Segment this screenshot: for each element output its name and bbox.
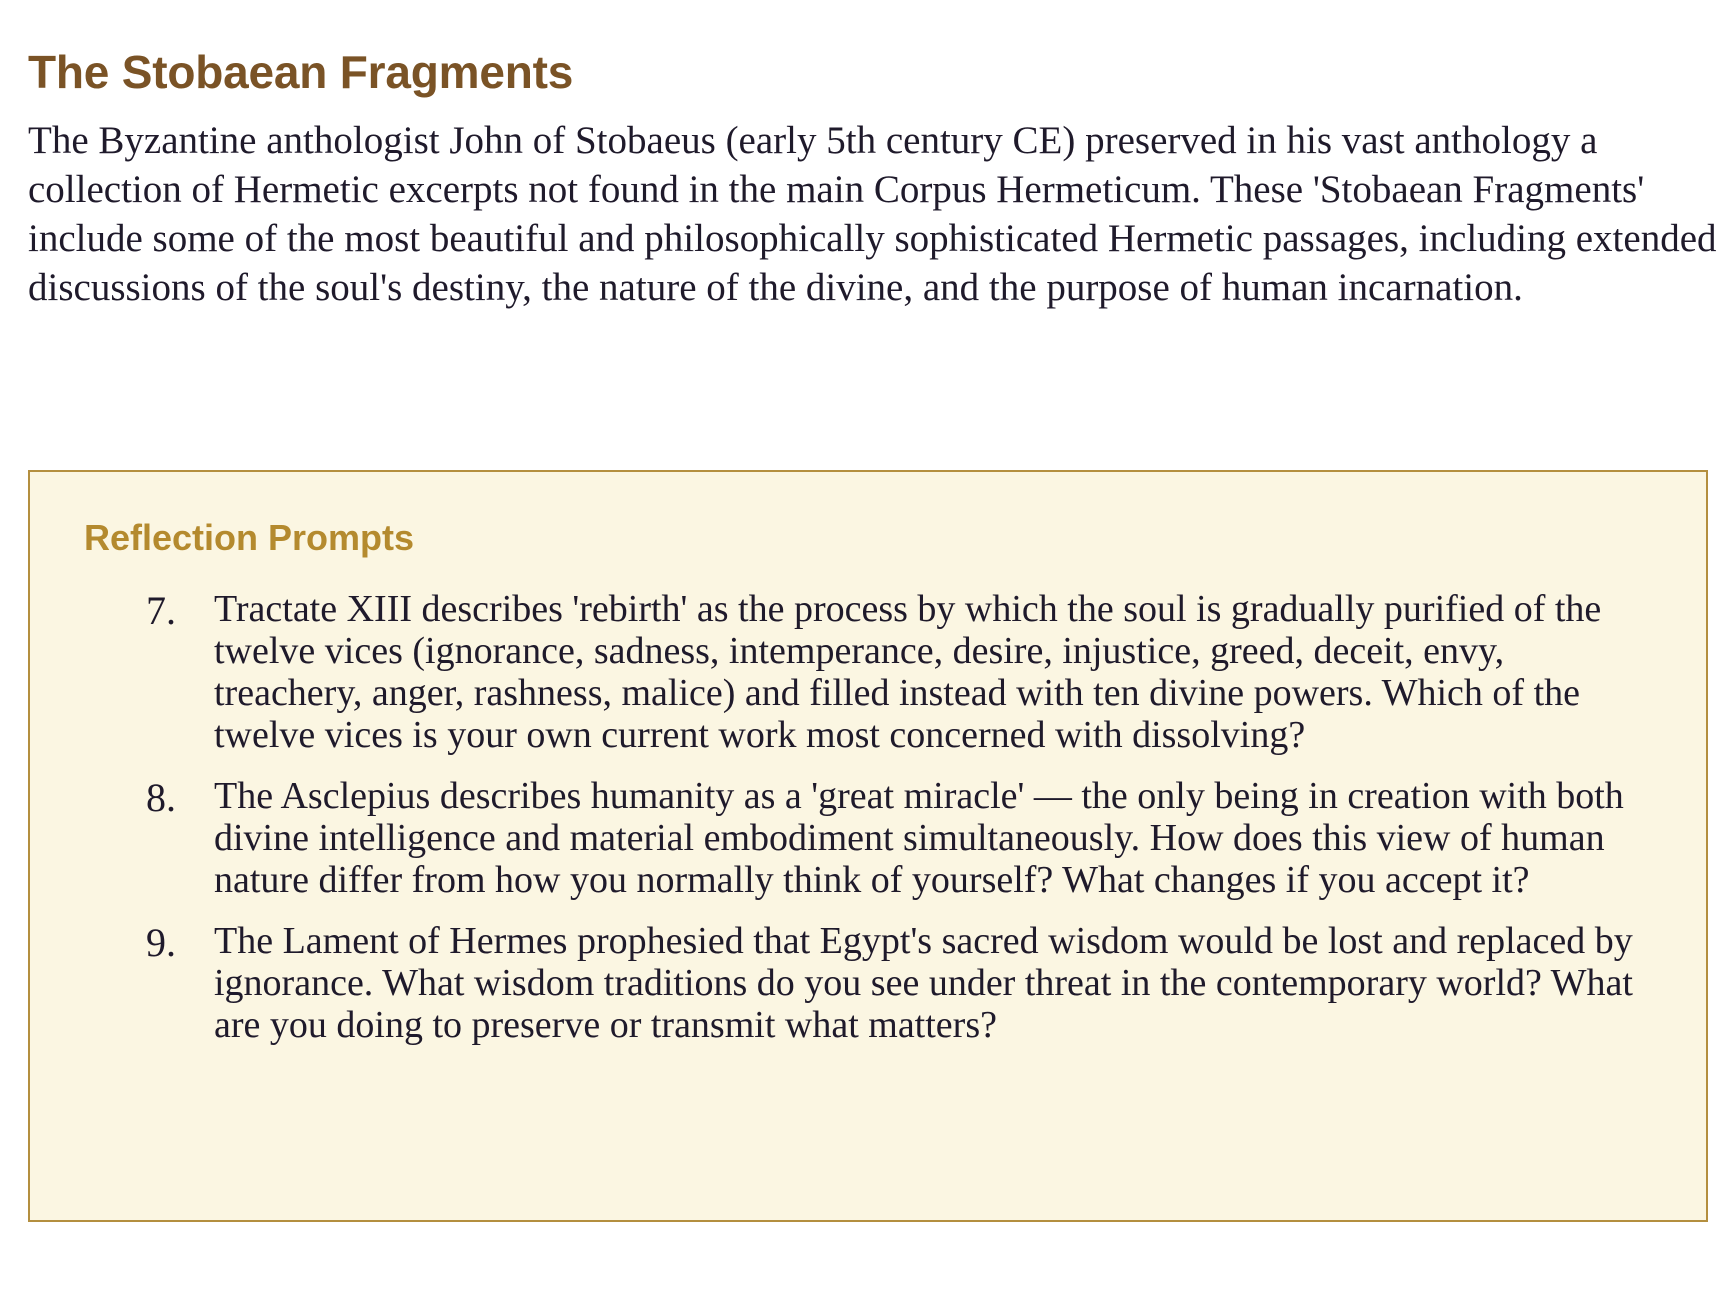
intro-paragraph: The Byzantine anthologist John of Stobaeus (early 5th century CE) preserved in his vast anthology a collection of Hermetic excerpts not found in the main Corpus Hermeticum. These 'Stobaean Fragments' include some of the most beautiful and philosophically sophisticated Hermetic passages, including extended discussions of the soul's destiny, the nature of the divine, and the purpose of human incarnation. xyxy=(28,119,1717,309)
document-page xyxy=(28,0,1717,1046)
reflection-prompt-item xyxy=(30,775,1650,901)
reflection-prompt-item xyxy=(30,920,1650,1046)
reflection-prompt-item xyxy=(30,588,1650,756)
reflection-heading: Reflection Prompts xyxy=(84,517,415,558)
prompt-number: 9. xyxy=(146,920,176,965)
section-title: The Stobaean Fragments xyxy=(28,46,574,98)
prompt-text: The Asclepius describes humanity as a 'great miracle' — the only being in creation with both divine intelligence and material embodiment simultaneously. How does this view of human nature differ from how you normally think of yourself? What changes if you accept it? xyxy=(214,775,1624,901)
prompt-text: Tractate XIII describes 'rebirth' as the process by which the soul is gradually purified of the twelve vices (ignorance, sadness, intemperance, desire, injustice, greed, deceit, envy, treachery, anger, rashness, malice) and filled instead with ten divine powers. Which of the twelve vices is your own current work most concerned with dissolving? xyxy=(214,588,1602,756)
reflection-prompts-box xyxy=(28,470,1708,1222)
prompt-number: 8. xyxy=(146,775,176,820)
prompt-text: The Lament of Hermes prophesied that Egypt's sacred wisdom would be lost and replaced by ignorance. What wisdom traditions do you see under threat in the contemporary world? What are you doing to preserve or transmit what matters? xyxy=(214,920,1633,1046)
reflection-prompt-list xyxy=(30,588,1650,1065)
prompt-number: 7. xyxy=(146,588,176,633)
